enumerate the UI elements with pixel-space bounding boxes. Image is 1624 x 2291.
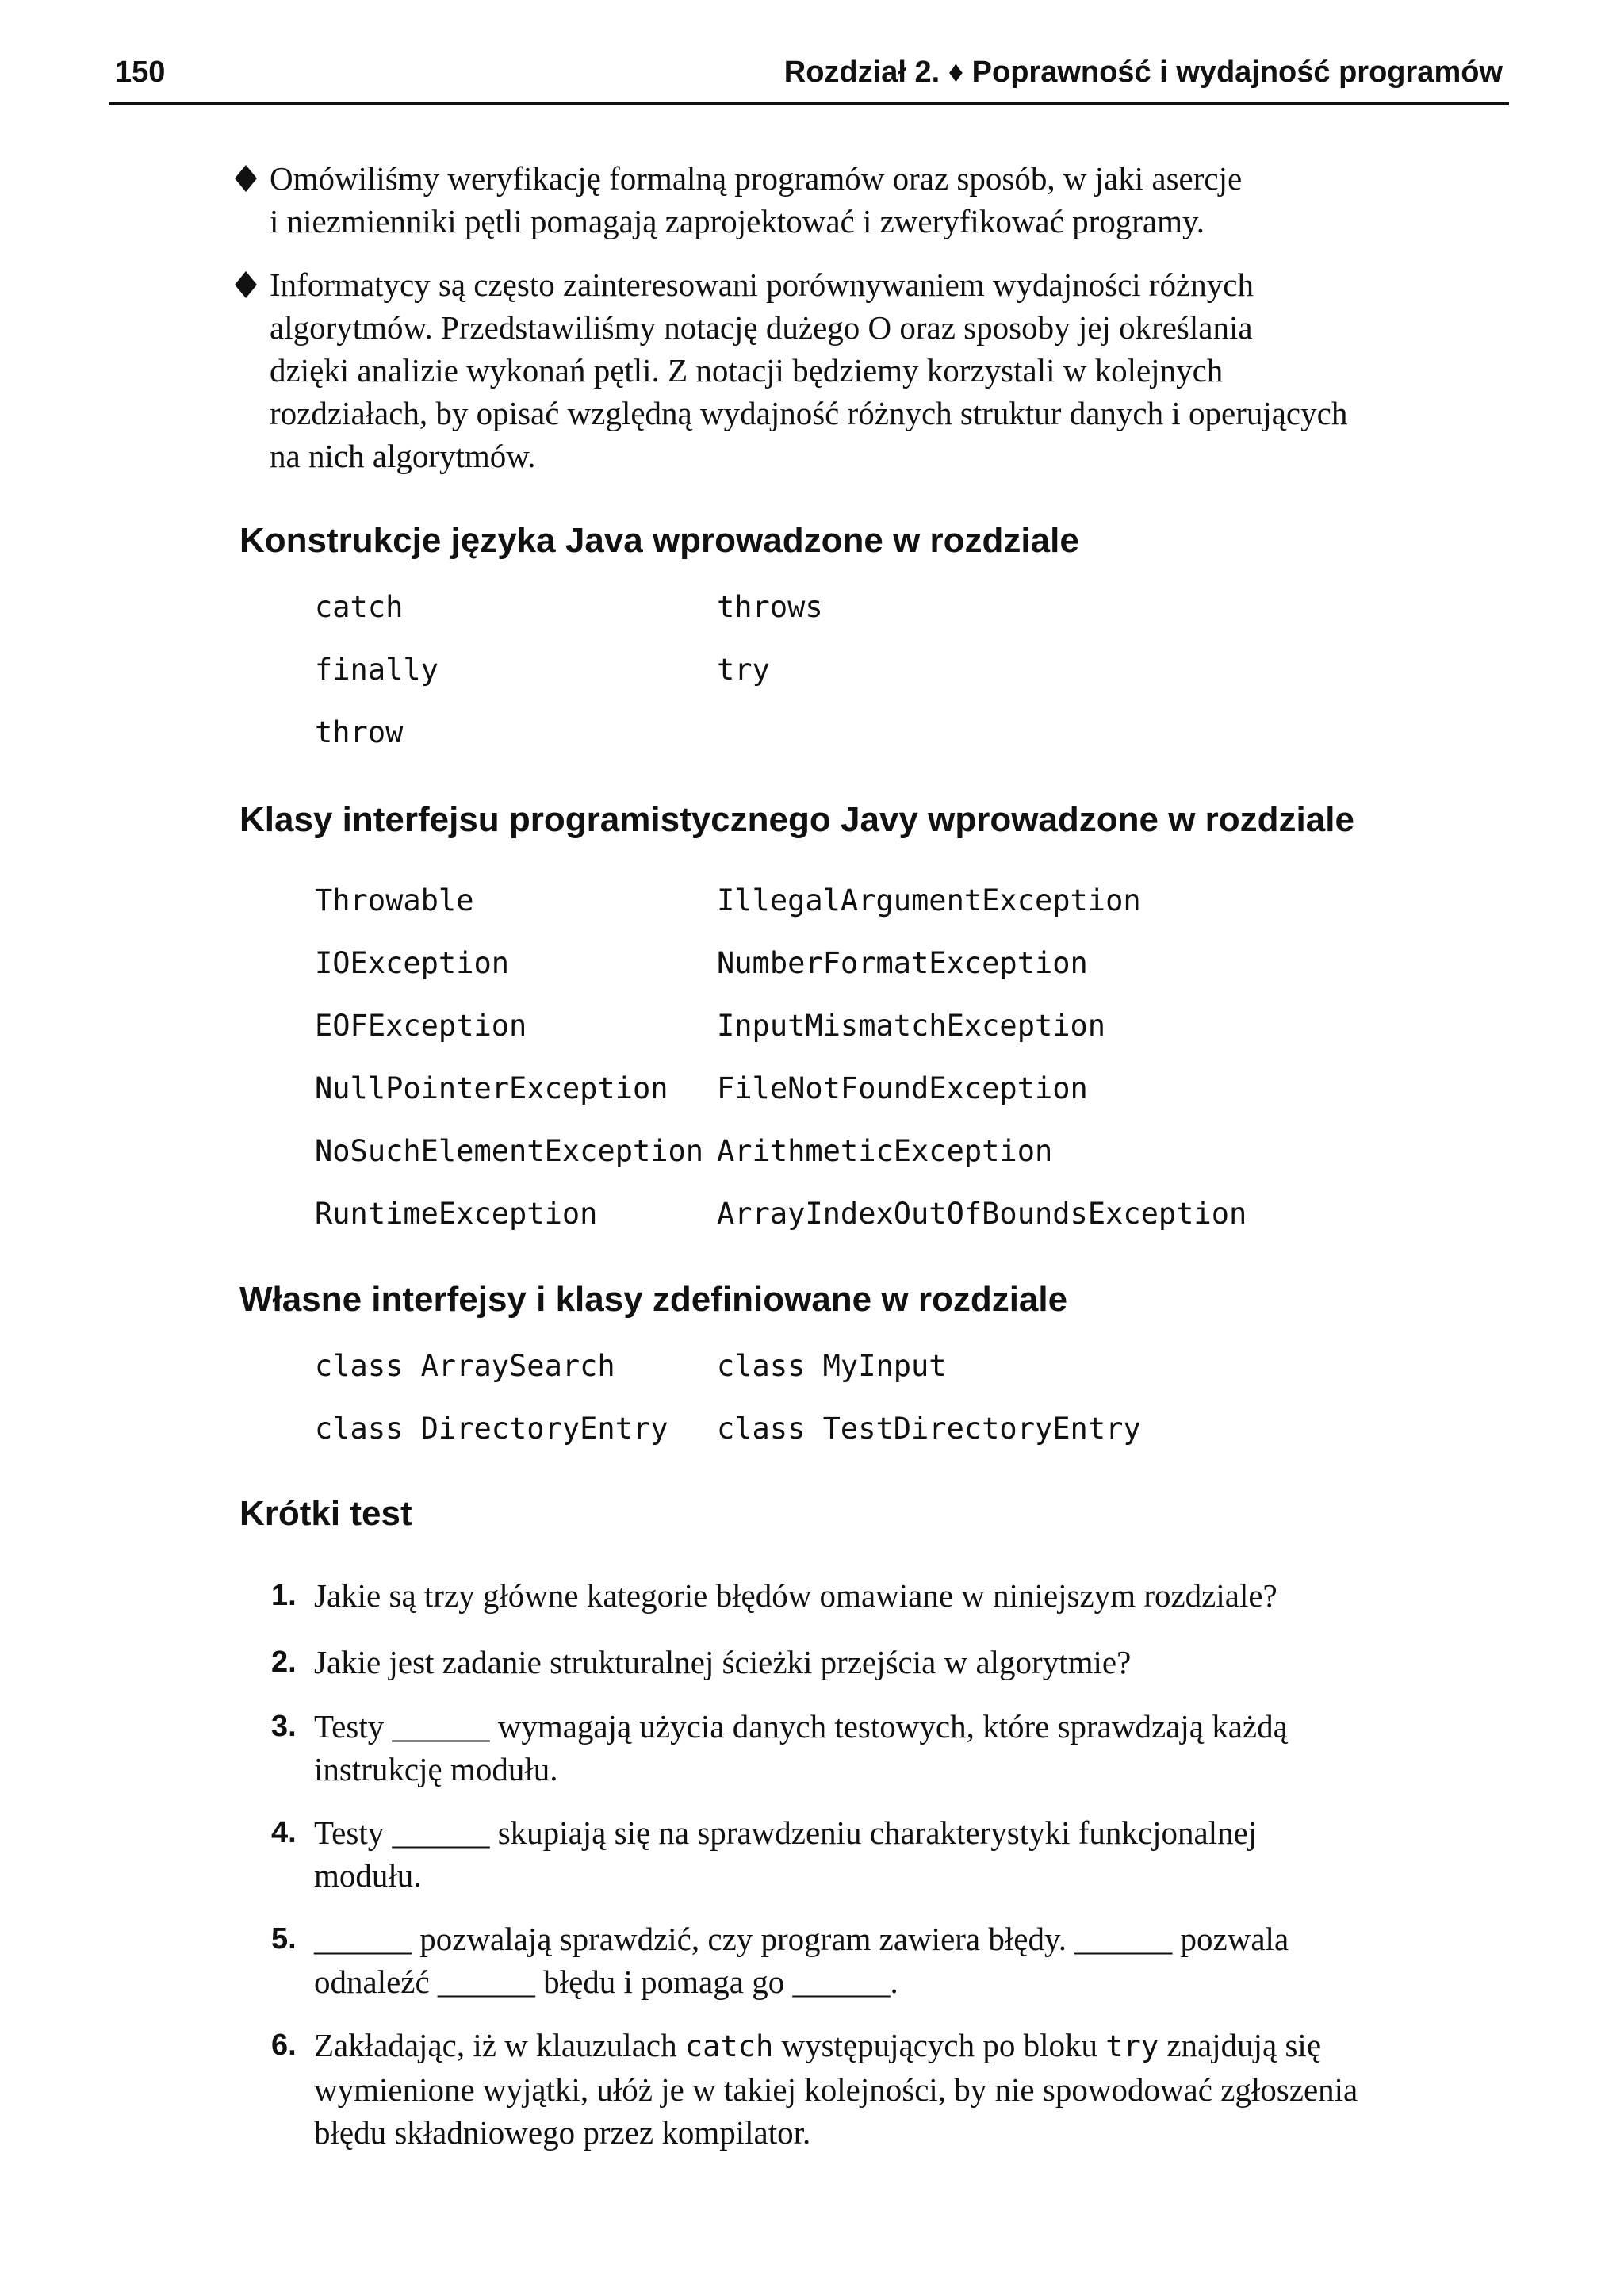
question-line: instrukcję modułu. — [314, 1751, 558, 1787]
construct-keyword: try — [717, 653, 770, 687]
question-number: 6. — [271, 2029, 297, 2062]
section-heading-own-classes: Własne interfejsy i klasy zdefiniowane w rozdziale — [239, 1280, 1068, 1319]
own-class-name: class ArraySearch — [315, 1349, 615, 1383]
construct-keyword: throws — [717, 590, 823, 624]
own-class-name: class DirectoryEntry — [315, 1412, 668, 1446]
running-title: Rozdział 2. ♦ Poprawność i wydajność programów — [783, 56, 1503, 89]
api-class-name: ArithmeticException — [717, 1134, 1053, 1168]
bullet-line: na nich algorytmów. — [270, 438, 536, 474]
question-line: Jakie są trzy główne kategorie błędów omawiane w niniejszym rozdziale? — [314, 1577, 1277, 1614]
bullet-line: Informatycy są często zainteresowani porównywaniem wydajności różnych — [270, 266, 1254, 303]
own-class-name: class MyInput — [717, 1349, 947, 1383]
quiz-question — [271, 1811, 1258, 1897]
question-number: 2. — [271, 1645, 297, 1679]
question-line: ______ pozwalają sprawdzić, czy program zawiera błędy. ______ pozwala — [314, 1921, 1289, 1957]
inline-code: try — [1105, 2029, 1159, 2063]
construct-keyword: catch — [315, 590, 404, 624]
api-class-name: IOException — [315, 946, 510, 980]
api-class-name: NumberFormatException — [717, 946, 1088, 980]
question-line — [314, 2024, 1358, 2068]
api-class-name: InputMismatchException — [717, 1009, 1106, 1043]
question-number: 5. — [271, 1922, 297, 1956]
quiz-question — [271, 1641, 1132, 1684]
api-class-name: ArrayIndexOutOfBoundsException — [717, 1197, 1247, 1231]
construct-keyword: throw — [315, 715, 404, 749]
bullet-line: Omówiliśmy weryfikację formalną programów oraz sposób, w jaki asercje — [270, 160, 1243, 197]
api-class-name: FileNotFoundException — [717, 1071, 1088, 1105]
api-class-name: EOFException — [315, 1009, 527, 1043]
question-line: wymienione wyjątki, ułóż je w takiej kolejności, by nie spowodować zgłoszenia — [314, 2071, 1358, 2108]
bullet-line: algorytmów. Przedstawiliśmy notację dużego O oraz sposoby jej określania — [270, 309, 1253, 346]
section-heading-quiz: Krótki test — [239, 1494, 412, 1533]
diamond-bullet-icon — [235, 271, 257, 298]
question-line: odnaleźć ______ błędu i pomaga go ______. — [314, 1963, 898, 2000]
quiz-question — [271, 2024, 1358, 2154]
inline-code: catch — [684, 2029, 774, 2063]
own-class-name: class TestDirectoryEntry — [717, 1412, 1141, 1446]
api-class-name: Throwable — [315, 883, 474, 918]
question-number: 1. — [271, 1579, 297, 1612]
question-number: 4. — [271, 1816, 297, 1849]
question-line: Jakie jest zadanie strukturalnej ścieżki przejścia w algorytmie? — [314, 1644, 1132, 1680]
quiz-question — [271, 1917, 1289, 2003]
bullet-line: rozdziałach, by opisać względną wydajność różnych struktur danych i operujących — [270, 395, 1348, 431]
section-heading-constructs: Konstrukcje języka Java wprowadzone w rozdziale — [239, 521, 1079, 560]
question-text: Zakładając, iż w klauzulach — [314, 2027, 685, 2063]
question-number: 3. — [271, 1710, 297, 1743]
question-text: występujących po bloku — [773, 2027, 1106, 2063]
quiz-question — [271, 1705, 1288, 1791]
question-line: modułu. — [314, 1857, 422, 1894]
api-class-name: RuntimeException — [315, 1197, 598, 1231]
summary-bullet — [270, 157, 1242, 243]
api-class-name: IllegalArgumentException — [717, 883, 1141, 918]
construct-keyword: finally — [315, 653, 439, 687]
summary-bullet — [270, 263, 1347, 477]
question-text: znajdują się — [1159, 2027, 1322, 2063]
page-header — [109, 49, 1509, 105]
question-line: błędu składniowego przez kompilator. — [314, 2114, 811, 2151]
question-line: Testy ______ wymagają użycia danych testowych, które sprawdzają każdą — [314, 1708, 1288, 1745]
question-line: Testy ______ skupiają się na sprawdzeniu charakterystyki funkcjonalnej — [314, 1814, 1258, 1851]
api-class-name: NoSuchElementException — [315, 1134, 704, 1168]
bullet-line: i niezmienniki pętli pomagają zaprojektować i zweryfikować programy. — [270, 203, 1205, 239]
diamond-bullet-icon — [235, 165, 257, 192]
api-class-name: NullPointerException — [315, 1071, 668, 1105]
quiz-question — [271, 1574, 1277, 1617]
page-number: 150 — [115, 56, 166, 89]
bullet-line: dzięki analizie wykonań pętli. Z notacji będziemy korzystali w kolejnych — [270, 352, 1224, 389]
section-heading-api-classes: Klasy interfejsu programistycznego Javy wprowadzone w rozdziale — [239, 800, 1354, 839]
